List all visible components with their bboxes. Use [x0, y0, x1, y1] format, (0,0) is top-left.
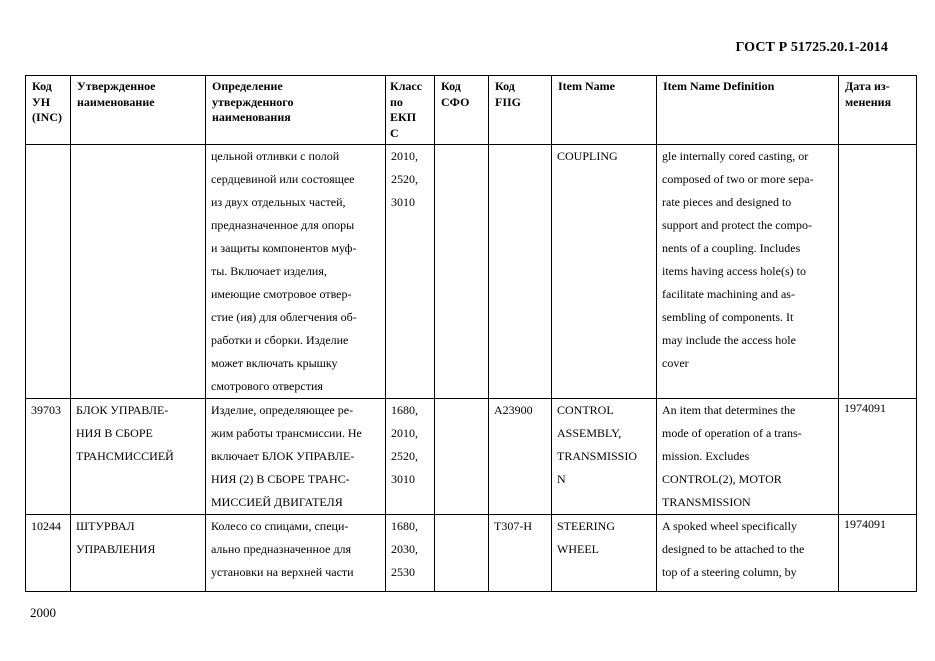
cell-date: 1974091	[844, 517, 886, 531]
header-sfo: Код СФО	[435, 76, 489, 145]
cell-item-definition: An item that determines the mode of operation of a trans- mission. Excludes CONTROL(2), MOTOR TRANSMISSION	[662, 403, 802, 509]
cell-date	[839, 145, 916, 146]
cell-item-definition: gle internally cored casting, or composed of two or more sepa- rate pieces and designed to support and protect the compo- nents of a coupling. Includes items having access hole(s) to facilitate machining and as- sembling of components. It may include the access hole cover	[662, 149, 814, 370]
cell-ekps-class: 1680, 2010, 2520, 3010	[391, 403, 418, 486]
cell-name-ru: БЛОК УПРАВЛЕ- НИЯ В СБОРЕ ТРАНСМИССИЕЙ	[76, 403, 174, 463]
cell-item-name: CONTROL ASSEMBLY, TRANSMISSIO N	[557, 403, 638, 486]
cell-ekps-class: 1680, 2030, 2530	[391, 519, 418, 579]
cell-definition-ru: цельной отливки с полой сердцевиной или состоящее из двух отдельных частей, предназначенное для опоры и защиты компонентов муф- ты. Включает изделия, имеющие смотровое отвер- стие (ия) для облегчения об- работки и сборки. Изделие может включать крышку смотрового отверстия	[211, 149, 357, 393]
header-name-ru: Утвержденное наименование	[71, 76, 206, 145]
cell-inc: 10244	[31, 519, 61, 533]
header-item-name: Item Name	[552, 76, 657, 145]
cell-item-name: COUPLING	[557, 149, 618, 163]
cell-fiig: A23900	[494, 403, 533, 417]
header-date: Дата из- менения	[839, 76, 917, 145]
header-definition-ru: Определение утвержденного наименования	[206, 76, 386, 145]
header-item-definition: Item Name Definition	[657, 76, 839, 145]
cell-item-definition: A spoked wheel specifically designed to be attached to the top of a steering column, by	[662, 519, 805, 579]
cell-name-ru: ШТУРВАЛ УПРАВЛЕНИЯ	[76, 519, 156, 556]
header-inc: Код УН (INC)	[26, 76, 71, 145]
catalog-table	[25, 75, 917, 592]
table-row	[26, 515, 917, 592]
document-code: ГОСТ Р 51725.20.1-2014	[735, 40, 888, 55]
cell-definition-ru: Колесо со спицами, специ- ально предназначенное для установки на верхней части	[211, 519, 354, 579]
cell-inc: 39703	[31, 403, 61, 417]
cell-date: 1974091	[844, 401, 886, 415]
header-fiig: Код FIIG	[489, 76, 552, 145]
cell-fiig: T307-H	[494, 519, 532, 533]
cell-ekps-class: 2010, 2520, 3010	[391, 149, 418, 209]
table-header-row	[26, 76, 917, 145]
table-row	[26, 399, 917, 515]
table-row	[26, 145, 917, 399]
cell-definition-ru: Изделие, определяющее ре- жим работы трансмиссии. Не включает БЛОК УПРАВЛЕ- НИЯ (2) В СБОРЕ ТРАНС- МИССИЕЙ ДВИГАТЕЛЯ	[211, 403, 362, 509]
cell-item-name: STEERING WHEEL	[557, 519, 615, 556]
header-ekps-class: Класс по ЕКП С	[386, 76, 435, 145]
page-number: 2000	[30, 605, 56, 620]
